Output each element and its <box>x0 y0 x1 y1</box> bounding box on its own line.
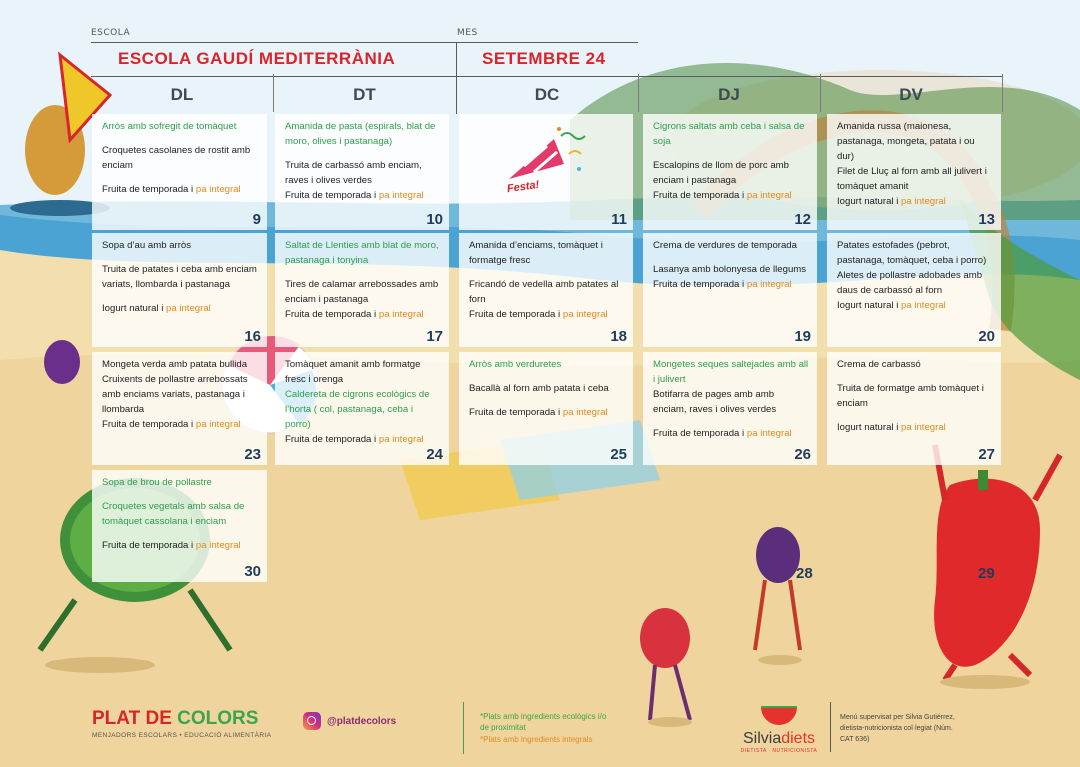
spacer <box>469 372 625 381</box>
dish-text: Filet de Lluç al forn amb all julivert i tomàquet amanit <box>837 166 987 192</box>
dish-text: Tomàquet amanit amb formatge fresc i orenga <box>285 359 421 385</box>
month-label: MES <box>457 28 478 38</box>
spacer <box>102 292 259 301</box>
silvia-word: Silvia <box>742 730 782 747</box>
menu-cell-day-25 <box>459 352 633 465</box>
diets-word: diets <box>781 730 816 747</box>
spacer <box>653 417 809 426</box>
dish-text: Fruita de temporada i <box>102 540 196 551</box>
dish <box>102 143 259 173</box>
dish <box>837 357 993 372</box>
eco-dish <box>102 119 259 134</box>
dish-text: Caldereta de cigrons ecològics de l’horta ( col, pastanaga, ceba i porro) <box>285 389 430 430</box>
spacer <box>102 253 259 262</box>
dish-text: Sopa de brou de pollastre <box>102 477 212 488</box>
instagram-handle[interactable] <box>303 712 396 730</box>
day-number-20: 20 <box>978 328 995 345</box>
integral-bread: pa integral <box>746 428 792 439</box>
spacer <box>285 149 441 158</box>
dish-text: Truita de patates i ceba amb enciam variats, llombarda i pastanaga <box>102 264 257 290</box>
grape-character-illustration <box>44 340 80 384</box>
dish <box>653 277 809 292</box>
menu-cell-day-10 <box>275 114 449 230</box>
dish-text: Croquetes vegetals amb salsa de tomàquet cassolana i enciam <box>102 501 245 527</box>
integral-bread: pa integral <box>195 540 241 551</box>
dish <box>469 405 625 420</box>
dish-text: Arròs amb verduretes <box>469 359 562 370</box>
menu-cell-day-20 <box>827 233 1001 347</box>
integral-bread: pa integral <box>378 309 424 320</box>
day-number-17: 17 <box>426 328 443 345</box>
dish <box>837 119 993 164</box>
eco-dish <box>653 357 809 387</box>
day-header-dt: DT <box>353 85 376 104</box>
integral-bread: pa integral <box>901 300 946 311</box>
dish-text: Fruita de temporada i <box>653 428 747 439</box>
menu-cell-day-27 <box>827 352 1001 465</box>
day-header-dj: DJ <box>718 85 740 104</box>
instagram-text: @platdecolors <box>327 715 397 727</box>
menu-cell-day-23 <box>92 352 267 465</box>
integral-bread: pa integral <box>562 407 608 418</box>
dish-text: Cigrons saltats amb ceba i salsa de soja <box>653 121 805 147</box>
day-number-23: 23 <box>244 446 261 463</box>
day-number-28: 28 <box>796 565 813 582</box>
menu-cell-day-30 <box>92 470 267 582</box>
menu-cell-day-12 <box>643 114 817 230</box>
dish-text: Sopa d’au amb arròs <box>102 240 192 251</box>
dish <box>837 268 993 298</box>
spacer <box>837 372 993 381</box>
dish <box>102 372 259 417</box>
dish-text: Iogurt natural i <box>837 196 901 207</box>
day-header-dv: DV <box>899 85 923 104</box>
eco-dish <box>653 119 809 149</box>
day-header-dl: DL <box>170 85 194 104</box>
dish-text: Croquetes casolanes de rostit amb enciam <box>102 145 251 171</box>
day-number-13: 13 <box>978 211 995 228</box>
dish-text: Fruita de temporada i <box>653 279 747 290</box>
dish-text: Fricandó de vedella amb patates al forn <box>469 279 619 305</box>
menu-cell-day-9 <box>92 114 267 230</box>
spacer <box>469 268 625 277</box>
supervised-by-note: Menú supervisat per Silvia Gutiérrez, dietista-nutricionista col·legiat (Núm. CAT 636) <box>840 714 955 743</box>
dish <box>469 307 625 322</box>
dish <box>469 277 625 307</box>
dish <box>285 277 441 307</box>
dish-text: Botifarra de pages amb amb enciam, raves i olives verdes <box>653 389 777 415</box>
dish <box>653 426 809 441</box>
dish-text: Fruita de temporada i <box>285 434 379 445</box>
eco-dish <box>469 357 625 372</box>
dish <box>653 262 809 277</box>
spacer <box>102 490 259 499</box>
dish-text: Truita de formatge amb tomàquet i enciam <box>837 383 984 409</box>
dish <box>102 238 259 253</box>
dish-text: Fruita de temporada i <box>285 309 379 320</box>
day-number-29: 29 <box>978 565 995 582</box>
dish <box>653 238 809 253</box>
watermelon-slice-icon <box>759 705 799 725</box>
dish-text: Iogurt natural i <box>837 300 901 311</box>
brand-subtitle: MENJADORS ESCOLARS • EDUCACIÓ ALIMENTÀRIA <box>92 732 272 739</box>
menu-cell-day-16 <box>92 233 267 347</box>
day-number-11: 11 <box>611 211 627 228</box>
dish <box>102 182 259 197</box>
integral-bread: pa integral <box>562 309 608 320</box>
school-name: ESCOLA GAUDÍ MEDITERRÀNIA <box>118 49 396 68</box>
day-number-27: 27 <box>978 446 995 463</box>
legend-integral: *Plats amb ingredients integrals <box>480 735 593 744</box>
day-number-26: 26 <box>794 446 811 463</box>
day-number-24: 24 <box>426 446 443 463</box>
dish-text: Fruita de temporada i <box>102 184 196 195</box>
dish <box>837 298 993 313</box>
dish <box>837 381 993 411</box>
dish-text: Mongeta verda amb patata bullida <box>102 359 248 370</box>
dish <box>102 538 259 553</box>
brand-word-2: COLORS <box>177 708 259 729</box>
festa-party-hat <box>499 124 599 204</box>
festa-text: Festa! <box>506 178 541 196</box>
dish-text: Amanida d’enciams, tomàquet i formatge fresc <box>469 240 603 266</box>
eco-dish <box>285 238 441 268</box>
header-top-line <box>91 42 638 43</box>
dish <box>837 420 993 435</box>
menu-cell-day-24 <box>275 352 449 465</box>
dish-text: Tires de calamar arrebossades amb enciam i pastanaga <box>285 279 439 305</box>
menu-cell-day-19 <box>643 233 817 347</box>
integral-bread: pa integral <box>901 196 946 207</box>
instagram-icon <box>303 712 321 730</box>
integral-bread: pa integral <box>166 303 211 314</box>
day-number-30: 30 <box>244 563 261 580</box>
dish <box>285 158 441 188</box>
menu-cell-day-13 <box>827 114 1001 230</box>
day-number-25: 25 <box>610 446 627 463</box>
dish <box>285 432 441 447</box>
integral-bread: pa integral <box>901 422 946 433</box>
dish-text: Fruita de temporada i <box>102 419 196 430</box>
dish-text: Arròs amb sofregit de tomàquet <box>102 121 237 132</box>
spacer <box>653 253 809 262</box>
silviadiets-logo <box>737 705 821 754</box>
integral-bread: pa integral <box>378 434 424 445</box>
dish-text: Bacallà al forn amb patata i ceba <box>469 383 609 394</box>
spacer <box>102 134 259 143</box>
dish-text: Cruixents de pollastre arrebossats amb enciams variats, pastanaga i llombarda <box>102 374 248 415</box>
spacer <box>653 149 809 158</box>
brand-word-1: PLAT DE <box>92 708 172 729</box>
footer-divider-2 <box>830 702 831 752</box>
eco-dish <box>285 387 441 432</box>
dish-text: Patates estofades (pebrot, pastanaga, tomàquet, ceba i porro) <box>837 240 987 266</box>
day-number-12: 12 <box>794 211 811 228</box>
dish-text: Saltat de Llenties amb blat de moro, pastanaga i tonyina <box>285 240 439 266</box>
spacer <box>837 411 993 420</box>
month-name: SETEMBRE 24 <box>482 49 606 68</box>
silviadiets-subtitle: DIETISTA · NUTRICIONISTA <box>740 748 818 754</box>
dish <box>653 158 809 188</box>
eco-dish <box>102 499 259 529</box>
legend-ecological: *Plats amb ingredients ecològics i/o de proximitat <box>480 712 607 732</box>
dish-text: Iogurt natural i <box>102 303 166 314</box>
dish <box>102 357 259 372</box>
school-label: ESCOLA <box>91 28 131 38</box>
spacer <box>285 268 441 277</box>
dish-text: Crema de carbassó <box>837 359 921 370</box>
dish <box>102 301 259 316</box>
eco-dish <box>285 119 441 149</box>
menu-cell-day-17 <box>275 233 449 347</box>
spacer <box>102 529 259 538</box>
dish-text: Fruita de temporada i <box>469 407 563 418</box>
dish-text: Escalopins de llom de porc amb enciam i pastanaga <box>653 160 789 186</box>
dish <box>285 188 441 203</box>
dish <box>653 387 809 417</box>
dish <box>102 417 259 432</box>
day-header-dc: DC <box>534 85 560 104</box>
dish <box>469 238 625 268</box>
integral-bread: pa integral <box>746 279 792 290</box>
day-separator <box>1002 74 1003 112</box>
header-bottom-line <box>91 76 1003 77</box>
integral-bread: pa integral <box>378 190 424 201</box>
spacer <box>102 173 259 182</box>
dish <box>285 357 441 387</box>
menu-cell-day-18 <box>459 233 633 347</box>
dish <box>837 238 993 268</box>
dish-text: Fruita de temporada i <box>469 309 563 320</box>
dish-text: Amanida russa (maionesa, pastanaga, mongeta, patata i ou dur) <box>837 121 975 162</box>
day-number-16: 16 <box>244 328 261 345</box>
integral-bread: pa integral <box>746 190 792 201</box>
dish-text: Aletes de pollastre adobades amb daus de carbassó al forn <box>837 270 983 296</box>
eco-dish <box>102 475 259 490</box>
dish <box>837 194 993 209</box>
dish <box>837 164 993 194</box>
dish-text: Fruita de temporada i <box>285 190 379 201</box>
spacer <box>469 396 625 405</box>
dish-text: Lasanya amb bolonyesa de llegums <box>653 264 807 275</box>
footer-divider <box>463 702 464 754</box>
dish <box>469 381 625 396</box>
day-number-10: 10 <box>426 211 443 228</box>
day-number-9: 9 <box>252 211 261 228</box>
day-number-19: 19 <box>794 328 811 345</box>
dish-text: Truita de carbassó amb enciam, raves i olives verdes <box>285 160 422 186</box>
day-number-18: 18 <box>610 328 627 345</box>
dish <box>285 307 441 322</box>
menu-cell-day-26 <box>643 352 817 465</box>
plat-de-colors-logo <box>92 708 258 730</box>
dish-text: Crema de verdures de temporada <box>653 240 797 251</box>
dish <box>102 262 259 292</box>
menu-cell-day-11 <box>459 114 633 230</box>
integral-bread: pa integral <box>195 184 241 195</box>
dish-text: Iogurt natural i <box>837 422 901 433</box>
integral-bread: pa integral <box>195 419 241 430</box>
dish-text: Fruita de temporada i <box>653 190 747 201</box>
dish-text: Amanida de pasta (espirals, blat de moro, olives i pastanaga) <box>285 121 436 147</box>
dish <box>653 188 809 203</box>
dish-text: Mongetes seques saltejades amb all i julivert <box>653 359 809 385</box>
